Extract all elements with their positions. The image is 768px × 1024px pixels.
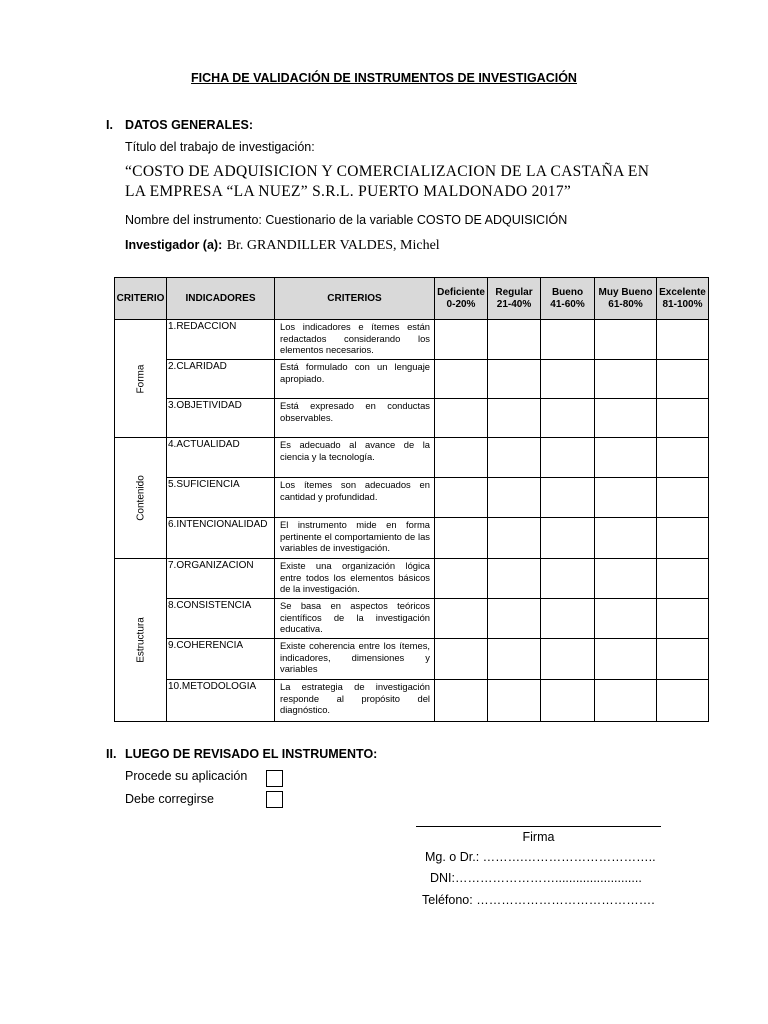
indicator-cell: 4.ACTUALIDAD — [167, 438, 275, 478]
group-label: Contenido — [135, 475, 146, 521]
rating-cell[interactable] — [595, 478, 657, 518]
rating-cell[interactable] — [657, 599, 709, 639]
signature-line — [416, 826, 661, 827]
researcher-name: Br. GRANDILLER VALDES, Michel — [226, 238, 440, 253]
table-row — [115, 360, 709, 399]
rating-cell[interactable] — [541, 599, 595, 639]
section-1-number: I. — [106, 118, 113, 132]
table-row — [115, 320, 709, 360]
table-row — [115, 478, 709, 518]
indicator-cell: 6.INTENCIONALIDAD — [167, 518, 275, 559]
group-label: Estructura — [135, 617, 146, 663]
rating-cell[interactable] — [595, 639, 657, 680]
rating-cell[interactable] — [435, 680, 488, 722]
indicator-cell: 2.CLARIDAD — [167, 360, 275, 399]
indicator-cell: 7.ORGANIZACION — [167, 559, 275, 599]
header-criterio: CRITERIO — [115, 278, 167, 320]
rating-cell[interactable] — [435, 518, 488, 559]
header-bueno: Bueno 41-60% — [541, 278, 595, 320]
rating-cell[interactable] — [435, 599, 488, 639]
rating-cell[interactable] — [657, 478, 709, 518]
section-2-heading — [106, 747, 377, 761]
rating-cell[interactable] — [595, 360, 657, 399]
rating-cell[interactable] — [595, 518, 657, 559]
rating-cell[interactable] — [657, 559, 709, 599]
rating-cell[interactable] — [435, 478, 488, 518]
table-row — [115, 599, 709, 639]
rating-cell[interactable] — [488, 360, 541, 399]
rating-cell[interactable] — [435, 639, 488, 680]
researcher-line — [125, 236, 440, 254]
section-2-title: LUEGO DE REVISADO EL INSTRUMENTO: — [125, 747, 378, 761]
table-row — [115, 559, 709, 599]
option-corregir-checkbox[interactable] — [266, 791, 283, 808]
table-header-row — [115, 278, 709, 320]
rating-cell[interactable] — [595, 559, 657, 599]
rating-cell[interactable] — [657, 639, 709, 680]
criterion-cell: Está formulado con un lenguaje apropiado. — [275, 360, 435, 399]
rating-cell[interactable] — [488, 320, 541, 360]
researcher-label: Investigador (a): — [125, 238, 223, 252]
indicator-cell: 9.COHERENCIA — [167, 639, 275, 680]
rating-cell[interactable] — [435, 399, 488, 438]
group-label: Forma — [135, 364, 146, 393]
header-indicadores: INDICADORES — [167, 278, 275, 320]
criterion-cell: Los ítemes son adecuados en cantidad y profundidad. — [275, 478, 435, 518]
rating-cell[interactable] — [435, 360, 488, 399]
section-2-number: II. — [106, 747, 117, 761]
rating-cell[interactable] — [595, 399, 657, 438]
rating-cell[interactable] — [488, 478, 541, 518]
work-title-line-1: “COSTO DE ADQUISICION Y COMERCIALIZACION DE LA CASTAÑA EN — [125, 163, 650, 180]
table-row — [115, 438, 709, 478]
indicator-cell: 8.CONSISTENCIA — [167, 599, 275, 639]
criterion-cell: Existe coherencia entre los ítemes, indicadores, dimensiones y variables — [275, 639, 435, 680]
header-criterios: CRITERIOS — [275, 278, 435, 320]
rating-cell[interactable] — [541, 559, 595, 599]
rating-cell[interactable] — [541, 399, 595, 438]
section-1-title: DATOS GENERALES: — [125, 118, 254, 132]
criterion-cell: El instrumento mide en forma pertinente el comportamiento de las variables de investigación. — [275, 518, 435, 559]
indicator-cell: 1.REDACCION — [167, 320, 275, 360]
dni-field[interactable]: DNI:……………………......................... — [430, 871, 642, 885]
rating-cell[interactable] — [488, 639, 541, 680]
rating-cell[interactable] — [541, 639, 595, 680]
rating-cell[interactable] — [488, 399, 541, 438]
rating-cell[interactable] — [657, 680, 709, 722]
rating-cell[interactable] — [595, 680, 657, 722]
rating-cell[interactable] — [541, 320, 595, 360]
doctor-field[interactable]: Mg. o Dr.: ……….………………………….. — [425, 850, 656, 864]
rating-cell[interactable] — [488, 599, 541, 639]
rating-cell[interactable] — [657, 438, 709, 478]
indicator-cell: 5.SUFICIENCIA — [167, 478, 275, 518]
criterion-cell: Existe una organización lógica entre todos los elementos básicos de la investigación. — [275, 559, 435, 599]
rating-cell[interactable] — [541, 478, 595, 518]
group-estructura — [115, 559, 167, 722]
rating-cell[interactable] — [541, 360, 595, 399]
rating-cell[interactable] — [541, 438, 595, 478]
rating-cell[interactable] — [657, 518, 709, 559]
option-procede-checkbox[interactable] — [266, 770, 283, 787]
criterion-cell: La estrategia de investigación responde al propósito del diagnóstico. — [275, 680, 435, 722]
work-title-line-2: LA EMPRESA “LA NUEZ” S.R.L. PUERTO MALDONADO 2017” — [125, 183, 572, 200]
rating-cell[interactable] — [435, 320, 488, 360]
criterion-cell: Está expresado en conductas observables. — [275, 399, 435, 438]
indicator-cell: 10.METODOLOGIA — [167, 680, 275, 722]
rating-cell[interactable] — [595, 599, 657, 639]
instrument-name: Nombre del instrumento: Cuestionario de la variable COSTO DE ADQUISICIÓN — [125, 213, 568, 227]
criterion-cell: Se basa en aspectos teóricos científicos de la investigación educativa. — [275, 599, 435, 639]
header-deficiente: Deficiente 0-20% — [435, 278, 488, 320]
header-muy-bueno: Muy Bueno 61-80% — [595, 278, 657, 320]
group-contenido — [115, 438, 167, 559]
criterion-cell: Los indicadores e ítemes están redactados considerando los elementos necesarios. — [275, 320, 435, 360]
header-regular: Regular 21-40% — [488, 278, 541, 320]
table-row — [115, 680, 709, 722]
signature-label: Firma — [522, 830, 555, 844]
indicator-cell: 3.OBJETIVIDAD — [167, 399, 275, 438]
document-title: FICHA DE VALIDACIÓN DE INSTRUMENTOS DE INVESTIGACIÓN — [191, 71, 577, 85]
validation-table — [114, 277, 709, 722]
header-excelente: Excelente 81-100% — [657, 278, 709, 320]
rating-cell[interactable] — [657, 320, 709, 360]
criterion-cell: Es adecuado al avance de la ciencia y la tecnología. — [275, 438, 435, 478]
option-procede-label: Procede su aplicación — [125, 769, 248, 783]
section-1-heading — [106, 118, 253, 132]
rating-cell[interactable] — [488, 518, 541, 559]
rating-cell[interactable] — [435, 438, 488, 478]
rating-cell[interactable] — [435, 559, 488, 599]
rating-cell[interactable] — [657, 360, 709, 399]
table-row — [115, 399, 709, 438]
rating-cell[interactable] — [541, 680, 595, 722]
option-corregir-label: Debe corregirse — [125, 792, 214, 806]
rating-cell[interactable] — [488, 680, 541, 722]
table-row — [115, 518, 709, 559]
table-row — [115, 639, 709, 680]
phone-field[interactable]: Teléfono: ……………………………………. — [422, 893, 655, 907]
rating-cell[interactable] — [488, 438, 541, 478]
work-title-label: Título del trabajo de investigación: — [125, 140, 315, 154]
group-forma — [115, 320, 167, 438]
rating-cell[interactable] — [657, 399, 709, 438]
rating-cell[interactable] — [595, 438, 657, 478]
rating-cell[interactable] — [541, 518, 595, 559]
rating-cell[interactable] — [488, 559, 541, 599]
rating-cell[interactable] — [595, 320, 657, 360]
